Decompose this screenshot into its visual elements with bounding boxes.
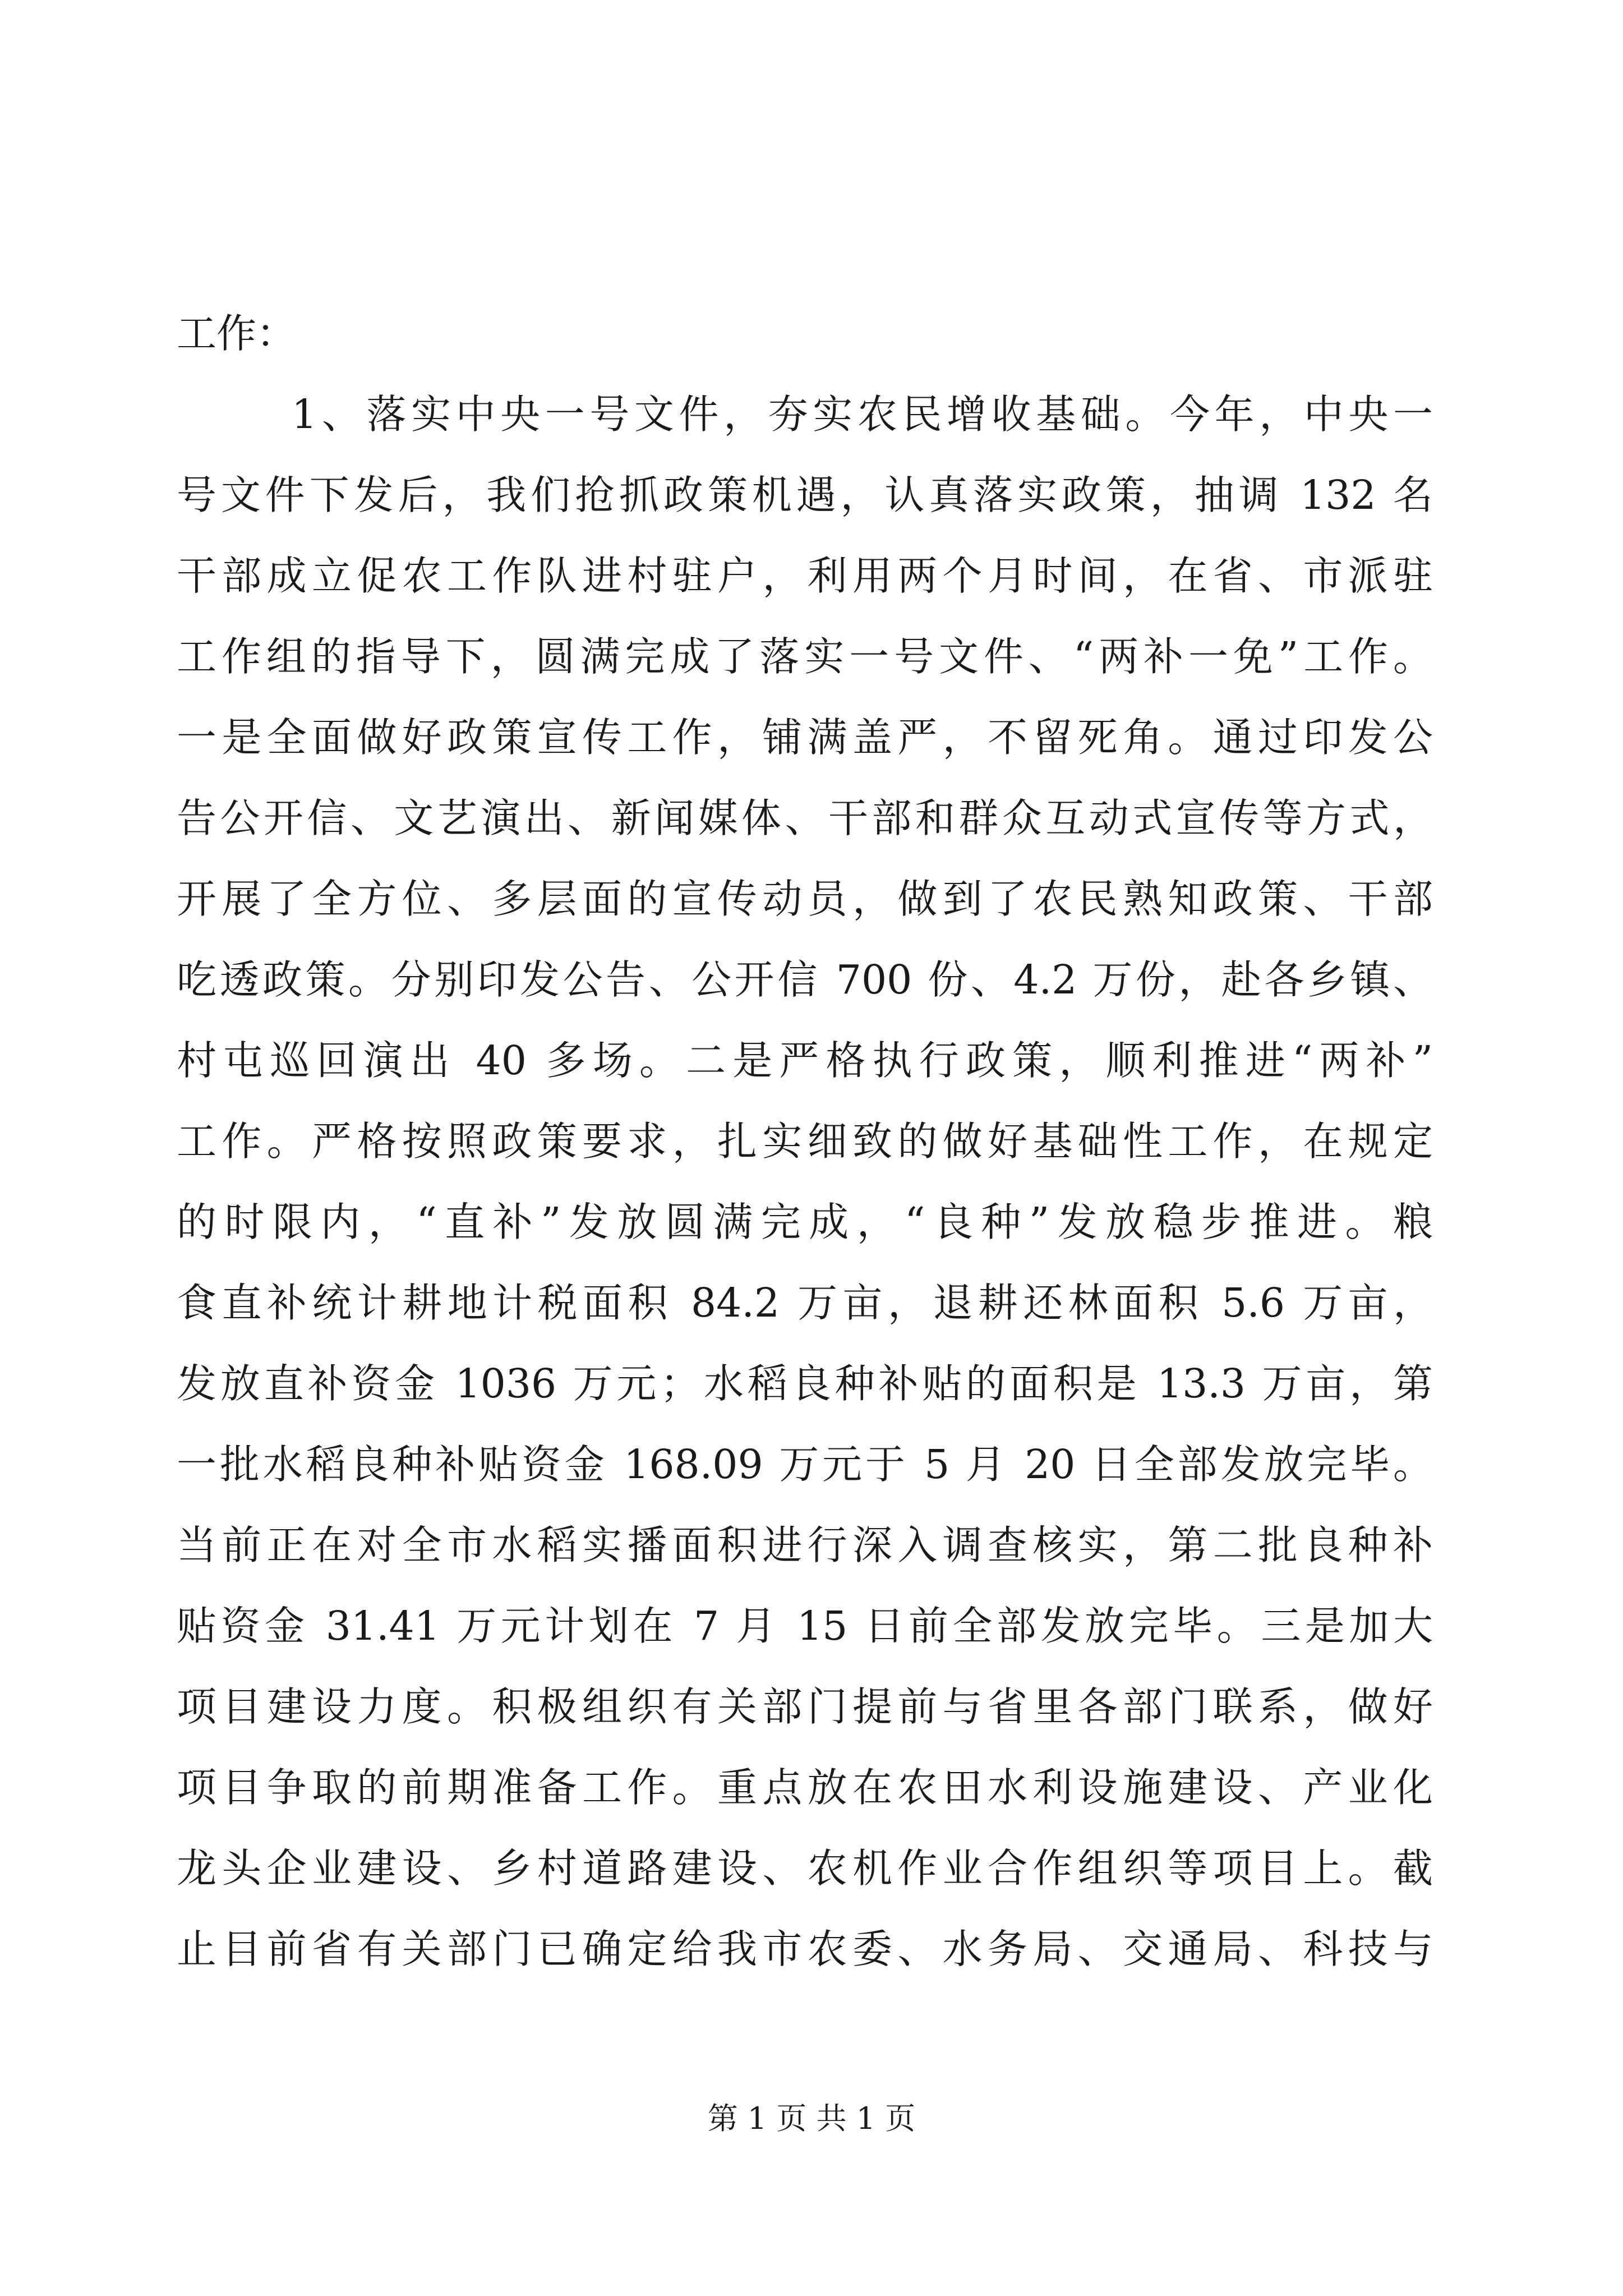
text-line: 吃透政策。分别印发公告、公开信 700 份、4.2 万份，赴各乡镇、	[177, 956, 1433, 1003]
text-line: 项目争取的前期准备工作。重点放在农田水利设施建设、产业化	[177, 1764, 1433, 1811]
text-line: 工作。严格按照政策要求，扎实细致的做好基础性工作，在规定	[177, 1118, 1433, 1165]
text-line: 发放直补资金 1036 万元；水稻良种补贴的面积是 13.3 万亩，第	[177, 1360, 1433, 1407]
text-line: 项目建设力度。积极组织有关部门提前与省里各部门联系，做好	[177, 1683, 1433, 1730]
text-line: 当前正在对全市水稻实播面积进行深入调查核实，第二批良种补	[177, 1522, 1433, 1568]
text-line: 1、落实中央一号文件，夯实农民增收基础。今年，中央一	[292, 391, 1433, 438]
text-line: 干部成立促农工作队进村驻户，利用两个月时间，在省、市派驻	[177, 553, 1433, 599]
text-line: 开展了全方位、多层面的宣传动员，做到了农民熟知政策、干部	[177, 876, 1433, 922]
text-line: 一批水稻良种补贴资金 168.09 万元于 5 月 20 日全部发放完毕。	[177, 1441, 1433, 1488]
text-line: 告公开信、文艺演出、新闻媒体、干部和群众互动式宣传等方式，	[177, 795, 1433, 841]
text-line: 村屯巡回演出 40 多场。二是严格执行政策，顺利推进“两补”	[177, 1037, 1433, 1084]
page-footer: 第 1 页 共 1 页	[707, 2101, 916, 2136]
text-line: 工作组的指导下，圆满完成了落实一号文件、“两补一免”工作。	[177, 633, 1433, 680]
text-line: 龙头企业建设、乡村道路建设、农机作业合作组织等项目上。截	[177, 1845, 1433, 1892]
text-line: 食直补统计耕地计税面积 84.2 万亩，退耕还林面积 5.6 万亩，	[177, 1280, 1433, 1326]
text-line: 一是全面做好政策宣传工作，铺满盖严，不留死角。通过印发公	[177, 714, 1433, 761]
text-line: 止目前省有关部门已确定给我市农委、水务局、交通局、科技与	[177, 1926, 1433, 1972]
text-line: 贴资金 31.41 万元计划在 7 月 15 日前全部发放完毕。三是加大	[177, 1603, 1433, 1649]
text-line: 号文件下发后，我们抢抓政策机遇，认真落实政策，抽调 132 名	[177, 472, 1433, 518]
text-line: 工作：	[177, 310, 297, 357]
text-line: 的时限内，“直补”发放圆满完成，“良种”发放稳步推进。粮	[177, 1199, 1433, 1245]
